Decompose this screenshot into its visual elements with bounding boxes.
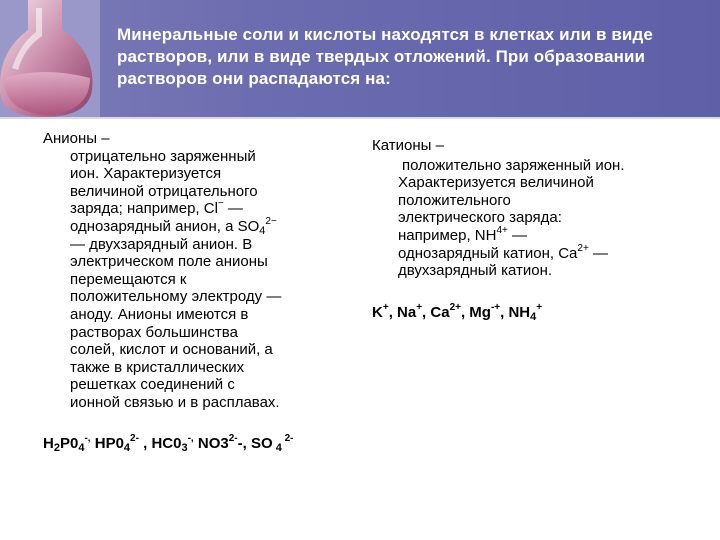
anions-line: аноду. Анионы имеются в	[70, 305, 249, 323]
anions-line: солей, кислот и оснований, а	[70, 341, 273, 359]
formula-sub: 4	[78, 442, 85, 454]
formula-sup: 2-	[130, 433, 139, 444]
cations-line: двухзарядный катион.	[398, 262, 553, 280]
cations-line: положительно заряженный ион.	[402, 156, 625, 174]
so4-subscript: 4	[259, 224, 266, 237]
formula-sup: -+	[490, 302, 501, 313]
formula-part: , Ca	[422, 304, 450, 321]
cations-line: например, NH	[398, 226, 497, 244]
anions-line: заряда; например, Cl	[70, 200, 218, 218]
ca-tail: —	[588, 244, 608, 262]
anions-formula	[43, 435, 294, 452]
anions-line: электрическом поле анионы	[70, 253, 268, 271]
cations-line: однозарядный катион, Ca	[398, 244, 578, 262]
anions-column	[43, 130, 348, 412]
anions-line: отрицательно заряженный	[70, 147, 256, 165]
formula-part: H	[43, 435, 54, 452]
slide-header	[0, 0, 720, 117]
formula-sub: 2	[53, 442, 60, 454]
formula-sup: +	[536, 302, 543, 313]
formula-sub: 4	[123, 442, 131, 454]
formula-sup: 2-	[281, 433, 294, 444]
cations-line: положительного	[398, 191, 511, 209]
cations-line: Характеризуется величиной	[398, 174, 594, 192]
header-divider	[0, 117, 720, 119]
formula-sup: -,	[187, 433, 194, 444]
formula-part: NO3	[193, 435, 229, 452]
cations-column	[372, 137, 702, 280]
formula-part: , Na	[388, 304, 417, 321]
anions-definition	[43, 148, 348, 412]
formula-sub: 4	[530, 311, 537, 323]
anions-line: величиной отрицательного	[70, 182, 258, 200]
cations-formula	[372, 304, 542, 321]
formula-sub: 4	[272, 442, 282, 454]
ca-superscript: 2+	[577, 242, 589, 254]
cations-definition	[372, 174, 702, 280]
formula-part: , NH	[500, 304, 531, 321]
formula-part: P0	[59, 435, 79, 452]
anions-line: перемещаются к	[70, 270, 187, 288]
nh-tail: —	[507, 226, 528, 244]
cl-charge: −	[217, 198, 224, 210]
slide-title: Минеральные соли и кислоты находятся в клетках или в виде растворов, или в виде твердых отложений. При образовании растворов они распадаются на:	[117, 25, 653, 88]
formula-sup: -,	[84, 433, 91, 444]
anions-line: ион. Характеризуется	[70, 165, 222, 183]
anions-line: растворах большинства	[70, 323, 238, 341]
anions-line: решетках соединений с	[70, 376, 235, 394]
nh-superscript: 4+	[496, 224, 508, 236]
formula-part: HP0	[90, 435, 124, 452]
formula-sup: +	[416, 302, 423, 313]
formula-part: , HC0	[138, 435, 182, 452]
anions-line: ионной связью и в расплавах.	[70, 393, 280, 411]
cations-heading: Катионы –	[372, 137, 444, 154]
formula-part: , Mg	[460, 304, 491, 321]
anions-line: положительному электроду —	[70, 288, 282, 306]
flask-image	[0, 0, 100, 117]
formula-sub: 3	[181, 442, 188, 454]
cations-line: электрического заряда:	[398, 209, 562, 227]
formula-sup: 2+	[449, 302, 461, 313]
formula-part: K	[372, 304, 383, 321]
formula-sup: 2-	[228, 433, 238, 444]
cl-tail: —	[223, 200, 243, 218]
formula-part: -, SO	[237, 435, 273, 452]
anions-line: однозарядный анион, а SO	[70, 217, 260, 235]
anions-line: — двухзарядный анион. В	[70, 235, 253, 253]
formula-sup: +	[382, 302, 389, 313]
anions-heading: Анионы –	[43, 130, 110, 147]
anions-line: также в кристаллических	[70, 358, 245, 376]
so4-superscript: 2−	[265, 215, 277, 227]
